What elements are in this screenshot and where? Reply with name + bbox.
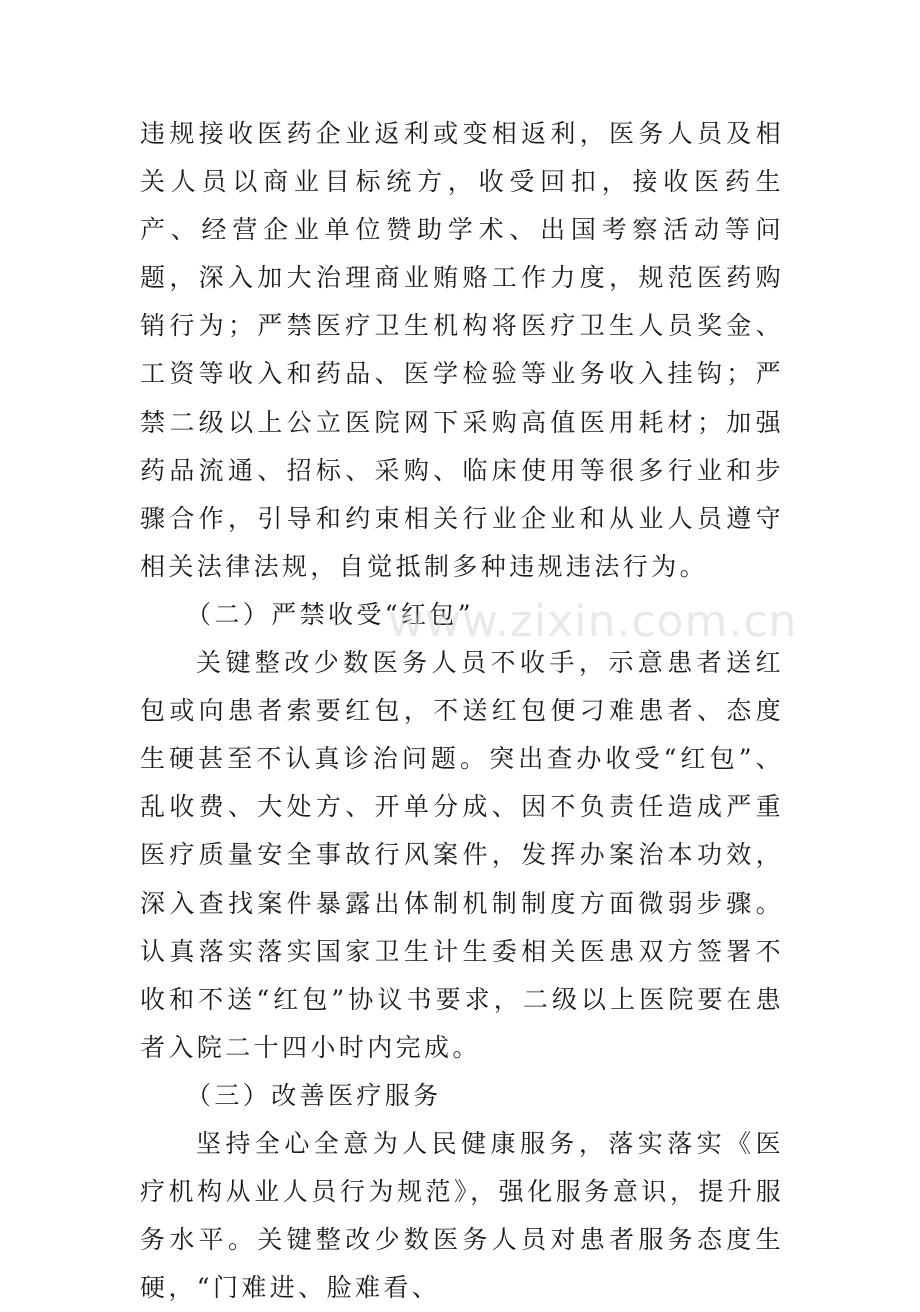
section-heading-2: （二）严禁收受“红包”: [186, 599, 474, 629]
paragraph-continued: 违规接收医药企业返利或变相返利，医务人员及相关人员以商业目标统方，收受回扣，接收医药生产、经营企业单位赞助学术、出国考察活动等问题，深入加大治理商业贿赂工作力度，规范医药购销行为；严禁医疗卫生机构将医疗卫生人员奖金、工资等收入和药品、医学检验等业务收入挂钩；严禁二级以上公立医院网下采购高值医用耗材；加强药品流通、招标、采购、临床使用等很多行业和步骤合作，引导和约束相关行业企业和从业人员遵守相关法律法规，自觉抵制多种违规违法行为。: [140, 119, 784, 581]
watermark: www.zixin.com.cn: [388, 596, 798, 647]
section-heading-3: （三）改善医疗服务: [186, 1080, 442, 1110]
paragraph-2: 关键整改少数医务人员不收手，示意患者送红包或向患者索要红包，不送红包便刁难患者、态度生硬甚至不认真诊治问题。突出查办收受“红包”、乱收费、大处方、开单分成、因不负责任造成严重医疗质量安全事故行风案件，发挥办案治本功效，深入查找案件暴露出体制机制制度方面微弱步骤。认真落实落实国家卫生计生委相关医患双方签署不收和不送“红包”协议书要求，二级以上医院要在患者入院二十四小时内完成。: [140, 648, 784, 1062]
paragraph-3: 坚持全心全意为人民健康服务，落实落实《医疗机构从业人员行为规范》，强化服务意识，提升服务水平。关键整改少数医务人员对患者服务态度生硬，“门难进、脸难看、: [140, 1128, 784, 1303]
document-body: [140, 110, 784, 1312]
